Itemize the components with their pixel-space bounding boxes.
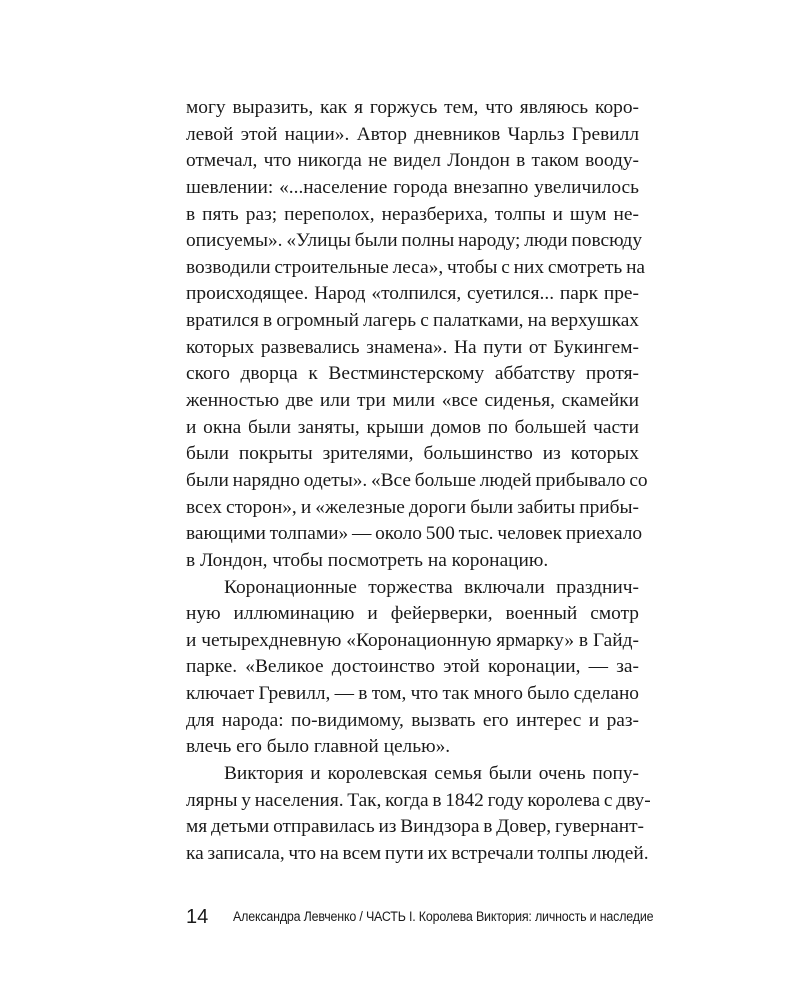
paragraph — [186, 761, 651, 868]
page-number: 14 — [186, 906, 209, 928]
text-line: для народа: по-видимому, вызвать его интерес и раз- — [186, 709, 639, 731]
text-line: происходящее. Народ «толпился, суетился... парк пре- — [186, 283, 639, 305]
text-line: были покрыты зрителями, большинство из которых — [186, 443, 639, 465]
text-line: ского дворца к Вестминстерскому аббатству протя- — [186, 363, 639, 385]
paragraph — [186, 575, 639, 761]
body-text — [186, 95, 651, 868]
text-line: лярны у населения. Так, когда в 1842 году королева с дву- — [186, 789, 651, 811]
text-line: возводили строительные леса», чтобы с них смотреть на — [186, 256, 645, 278]
text-line: ключает Гревилл, — в том, что так много было сделано — [186, 683, 639, 705]
text-line: Виктория и королевская семья были очень попу- — [224, 763, 639, 785]
text-line: могу выразить, как я горжусь тем, что являюсь коро- — [186, 97, 639, 118]
text-line: вающими толпами» — около 500 тыс. человек приехало — [186, 523, 643, 545]
text-line: и окна были заняты, крыши домов по большей части — [186, 416, 639, 438]
running-head: Александра Левченко / ЧАСТЬ I. Королева Виктория: личность и наследие — [233, 909, 654, 924]
text-line: парке. «Великое достоинство этой коронации, — за- — [186, 656, 639, 678]
text-line: ка записала, что на всем пути их встречали толпы людей. — [186, 842, 649, 864]
text-line: отмечал, что никогда не видел Лондон в таком вооду- — [186, 150, 639, 172]
text-line: женностью две или три мили «все сиденья, скамейки — [186, 390, 639, 412]
text-line: и четырехдневную «Коронационную ярмарку» в Гайд- — [186, 629, 639, 651]
text-line: шевлении: «...население города внезапно увеличилось — [186, 176, 639, 198]
text-line: мя детьми отправилась из Виндзора в Довер, гувернант- — [186, 816, 644, 838]
page-footer — [186, 905, 654, 929]
text-line: в пять раз; переполох, неразбериха, толпы и шум не- — [186, 203, 639, 225]
text-line: были нарядно одеты». «Все больше людей прибывало со — [186, 469, 648, 491]
text-line: левой этой нации». Автор дневников Чарльз Гревилл — [186, 123, 639, 145]
text-line: в Лондон, чтобы посмотреть на коронацию. — [186, 549, 549, 571]
text-line: описуемы». «Улицы были полны народу; люди повсюду — [186, 230, 643, 252]
text-line: всех сторон», и «железные дороги были забиты прибы- — [186, 496, 639, 518]
text-line: вратился в огромный лагерь с палатками, на верхушках — [186, 310, 639, 332]
text-line: которых развевались знамена». На пути от Букингем- — [186, 336, 639, 358]
text-line: Коронационные торжества включали празднич- — [224, 576, 639, 598]
text-line: ную иллюминацию и фейерверки, военный смотр — [186, 603, 639, 625]
paragraph — [186, 95, 648, 575]
text-line: влечь его было главной целью». — [186, 736, 451, 758]
